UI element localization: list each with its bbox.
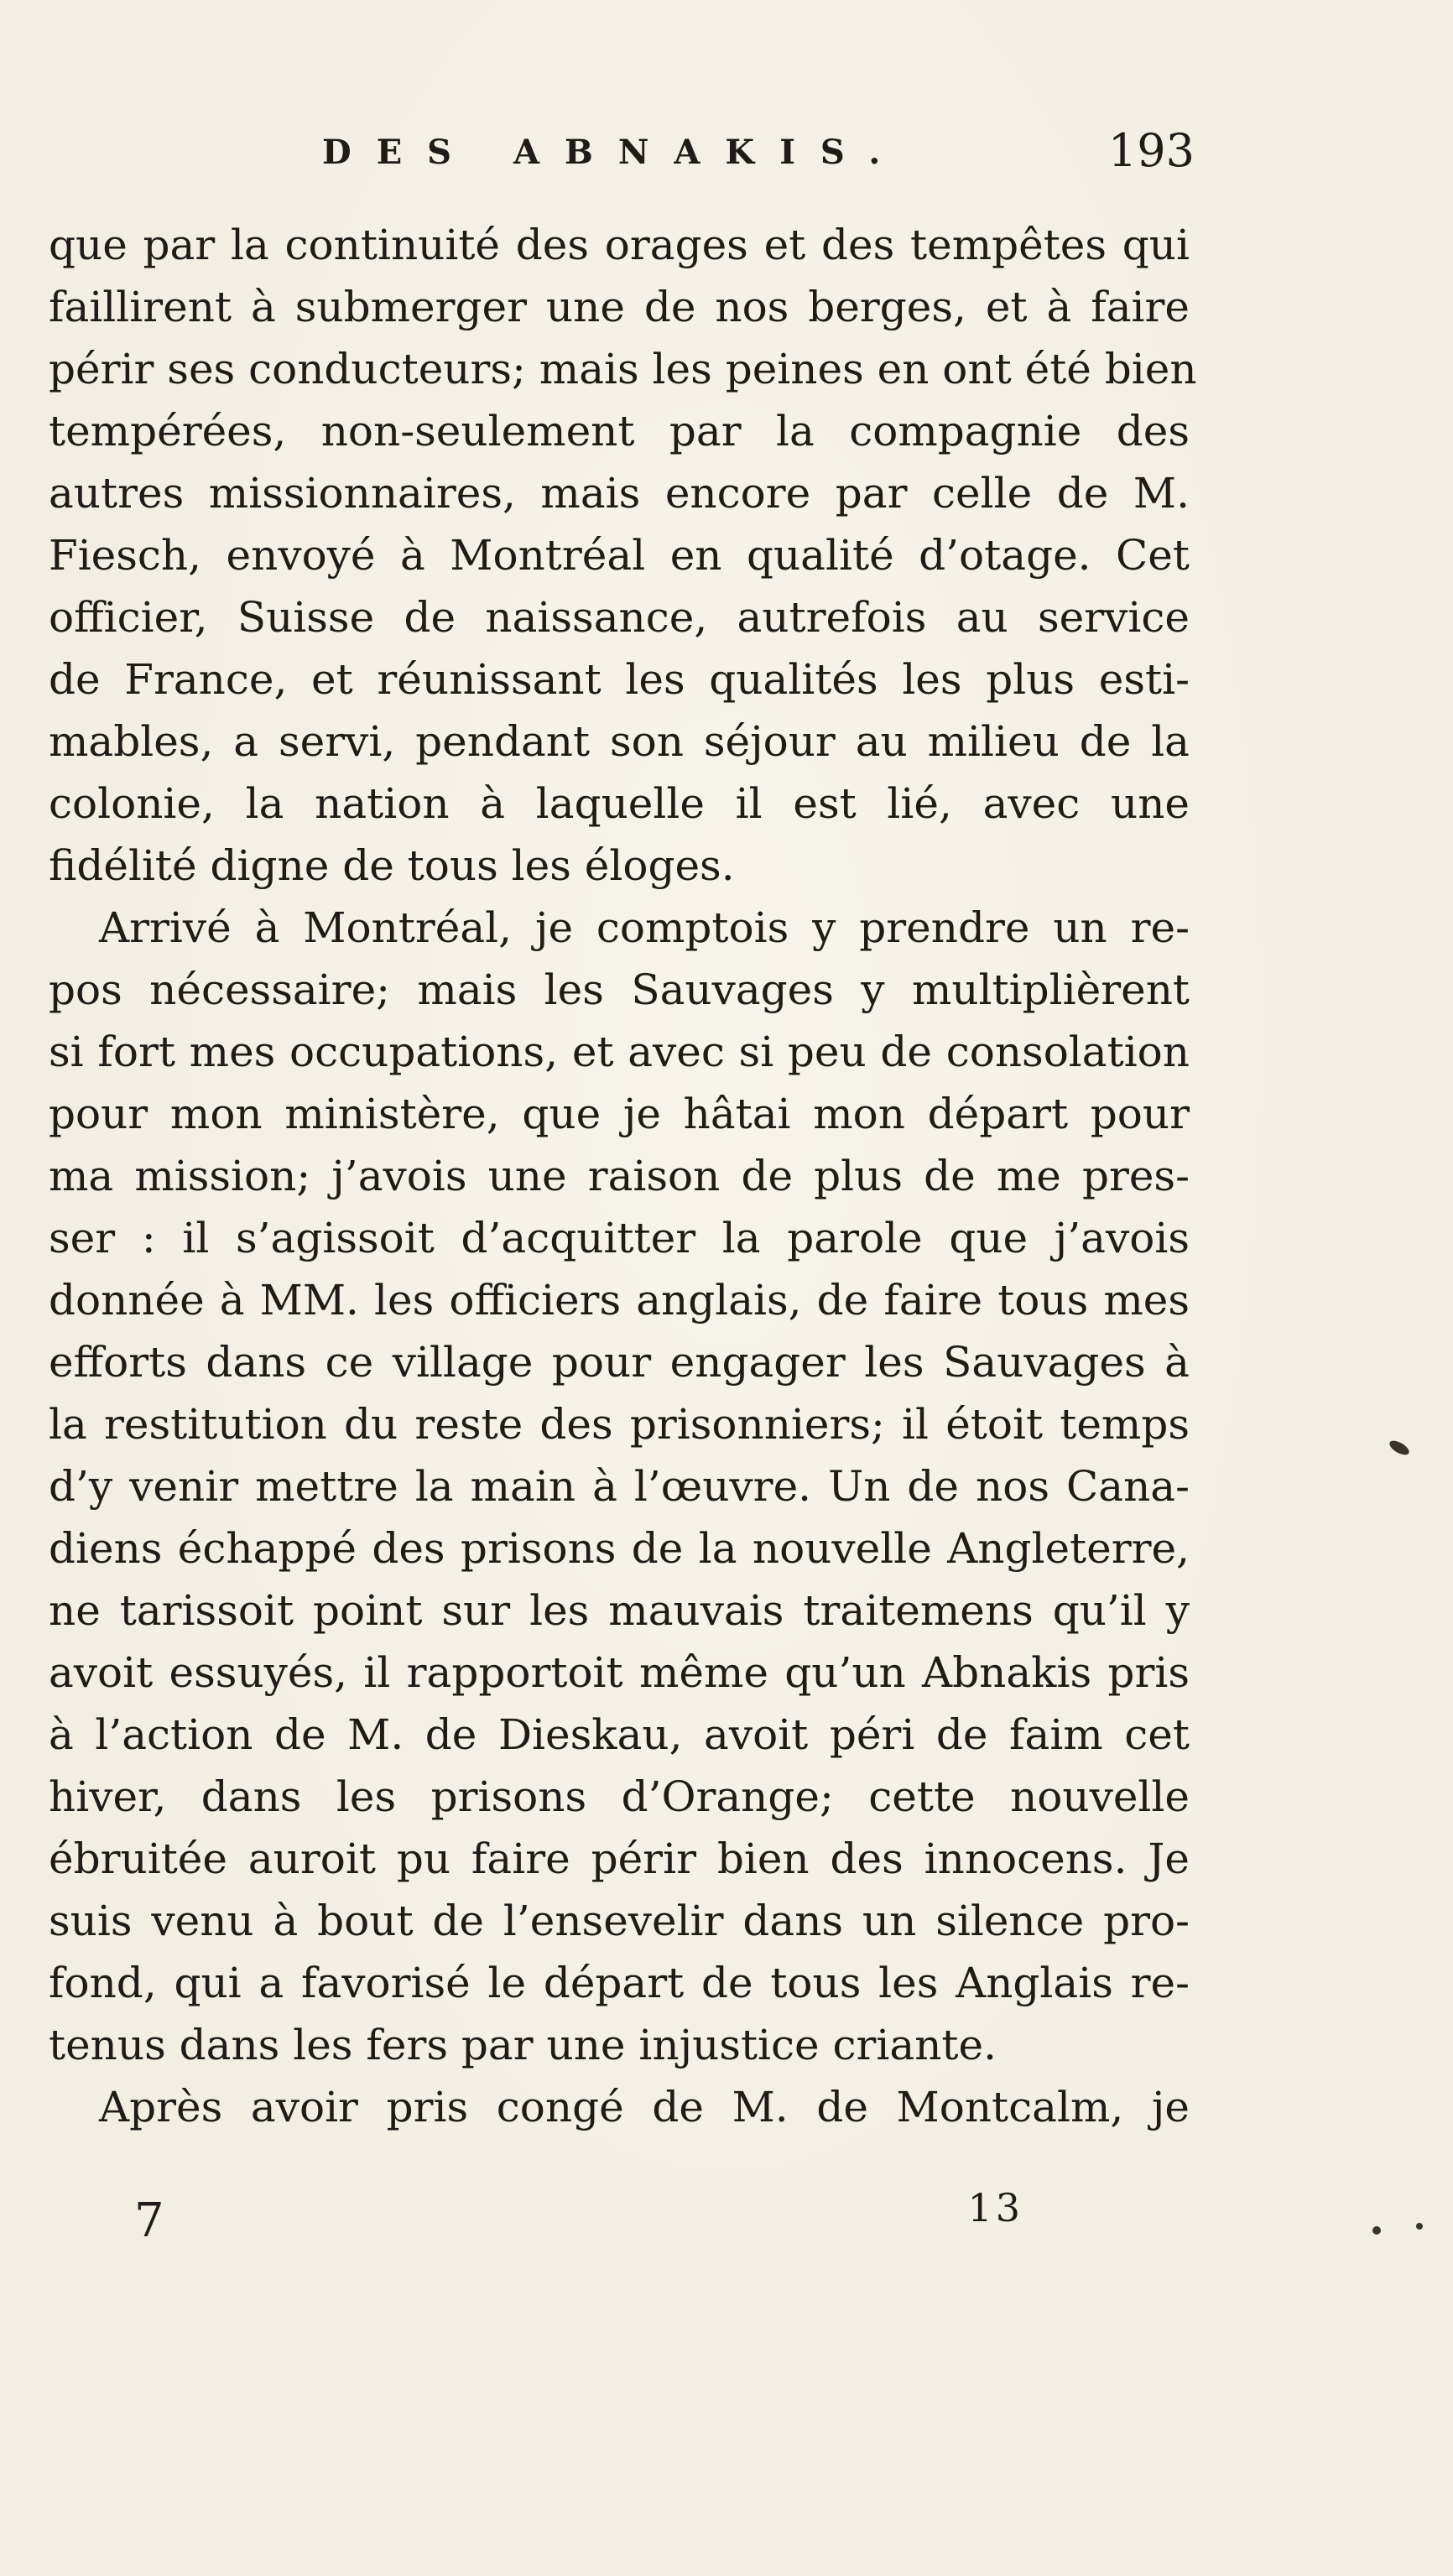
text-line: efforts dans ce village pour engager les Sauvages à xyxy=(49,1338,1190,1387)
text-line: tempérées, non-seulement par la compagnie des xyxy=(49,407,1190,455)
text-line: hiver, dans les prisons d’Orange; cette nouvelle xyxy=(49,1772,1190,1821)
text-line: fond, qui a favorisé le départ de tous les Anglais re- xyxy=(49,1959,1190,2007)
text-line: tenus dans les fers par une injustice criante. xyxy=(49,2021,997,2069)
text-line: ne tarissoit point sur les mauvais traitemens qu’il y xyxy=(49,1586,1190,1635)
text-line: autres missionnaires, mais encore par celle de M. xyxy=(49,469,1190,518)
page-footer xyxy=(134,2185,1023,2261)
ink-speck xyxy=(1372,2226,1381,2235)
running-head: DES ABNAKIS. xyxy=(322,133,906,172)
text-line: Arrivé à Montréal, je comptois y prendre un re- xyxy=(99,903,1190,952)
ink-speck xyxy=(1388,1438,1412,1457)
signature-mark: 7 xyxy=(134,2194,164,2248)
text-line: suis venu à bout de l’ensevelir dans un silence pro- xyxy=(49,1897,1190,1945)
text-line: officier, Suisse de naissance, autrefois au service xyxy=(49,593,1190,642)
text-line: que par la continuité des orages et des tempêtes qui xyxy=(49,221,1190,269)
text-line: diens échappé des prisons de la nouvelle Angleterre, xyxy=(49,1524,1190,1573)
text-line: la restitution du reste des prisonniers; il étoit temps xyxy=(49,1400,1190,1449)
text-line: avoit essuyés, il rapportoit même qu’un Abnakis pris xyxy=(49,1648,1190,1697)
text-line: ébruitée auroit pu faire périr bien des innocens. Je xyxy=(49,1834,1190,1883)
text-line: de France, et réunissant les qualités les plus esti- xyxy=(49,655,1190,704)
text-line: si fort mes occupations, et avec si peu de consolation xyxy=(49,1028,1190,1076)
page-number: 193 xyxy=(1107,124,1195,177)
body-text xyxy=(49,214,1197,2138)
ink-speck xyxy=(1416,2223,1423,2230)
text-line: périr ses conducteurs; mais les peines en ont été bien xyxy=(49,345,1197,393)
text-line: colonie, la nation à laquelle il est lié, avec une xyxy=(49,779,1190,828)
text-line: fidélité digne de tous les éloges. xyxy=(49,841,735,890)
text-line: faillirent à submerger une de nos berges, et à faire xyxy=(49,283,1190,331)
text-line: mables, a servi, pendant son séjour au milieu de la xyxy=(49,717,1190,766)
text-line: d’y venir mettre la main à l’œuvre. Un de nos Cana- xyxy=(49,1462,1190,1511)
text-line: Fiesch, envoyé à Montréal en qualité d’otage. Cet xyxy=(49,531,1190,580)
text-line: pos nécessaire; mais les Sauvages y multiplièrent xyxy=(49,965,1190,1014)
text-line: pour mon ministère, que je hâtai mon départ pour xyxy=(49,1090,1190,1138)
text-line: ma mission; j’avois une raison de plus de me pres- xyxy=(49,1152,1190,1200)
page-header xyxy=(322,124,1195,191)
text-line: ser : il s’agissoit d’acquitter la parole que j’avois xyxy=(49,1214,1190,1262)
text-line: donnée à MM. les officiers anglais, de faire tous mes xyxy=(49,1276,1190,1324)
text-line: Après avoir pris congé de M. de Montcalm, je xyxy=(99,2083,1190,2131)
text-line: à l’action de M. de Dieskau, avoit péri de faim cet xyxy=(49,1710,1190,1759)
signature-number: 13 xyxy=(967,2185,1023,2230)
